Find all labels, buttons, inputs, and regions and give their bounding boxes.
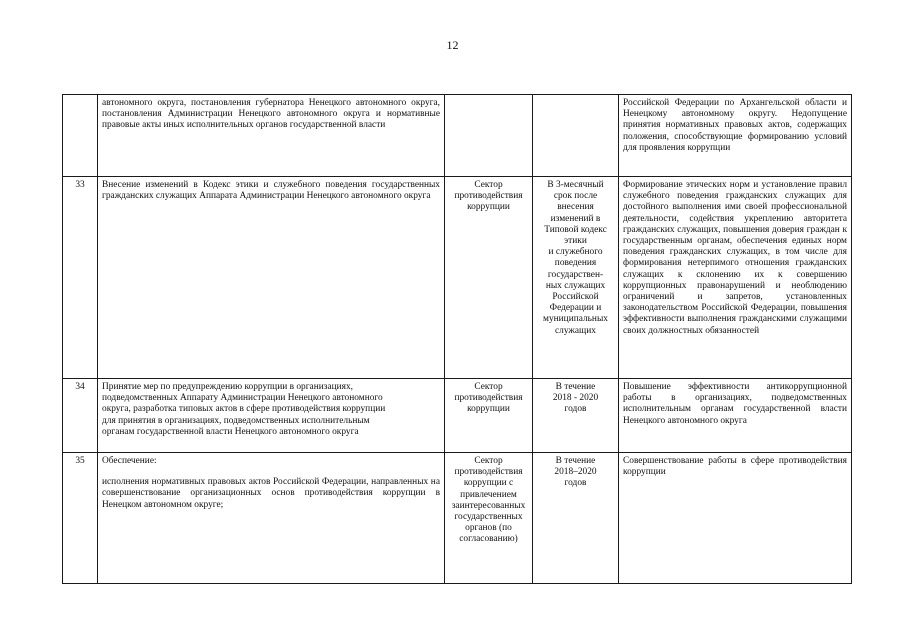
deadline-line: служащих [555,325,596,336]
deadline-line: В течение [555,456,596,466]
result-cell: Повышение эффективности антикоррупционной работы в организациях, подведомственных исполнительным органам государственной власти Ненецкого автономного округа [619,379,852,453]
measure-line: подведомственных Аппарату Администрации Ненецкого автономного [102,393,383,404]
row-number [63,95,98,177]
deadline-line: государствен- [547,269,604,280]
measures-table [62,94,852,584]
deadline-cell [533,379,619,453]
responsible-cell: Сектор противодействия коррупции [445,379,533,453]
measure-line: Принятие мер по предупреждению коррупции в организациях, [102,382,353,392]
result-cell: Российской Федерации по Архангельской области и Ненецкому автономному округу. Недопущение принятия нормативных правовых актов, содержащих положения, способствующие формированию условий для проявления коррупции [619,95,852,177]
deadline-line: 2018–2020 [554,467,597,478]
deadline-line: и служебного [548,247,603,258]
deadline-line: 2018 - 2020 [552,393,599,404]
measure-title: Обеспечение: [102,456,157,466]
responsible-cell [445,95,533,177]
deadline-line: В 3-месячный [547,180,604,190]
measure-cell [98,379,445,453]
deadline-line: Типовой кодекс [544,224,607,235]
result-cell: Формирование этических норм и установление правил служебного поведения гражданских служащих для достойного выполнения ими своей профессиональной деятельности, содействия укреплению авторитета гражданских служащих, повышения доверия граждан к государственным органам, обеспечения единых норм поведения гражданских служащих, в том числе для формирования нетерпимого отношения гражданских служащих к склонению их к совершению коррупционных правонарушений и необлюдению ограничений и запретов, установленных законодательством Российской Федерации, повышения эффективности выполнения гражданскими служащими своих должностных обязанностей [619,177,852,379]
deadline-line: В течение [555,382,596,392]
result-cell: Совершенствование работы в сфере противодействия коррупции [619,453,852,584]
deadline-cell [533,177,619,379]
measure-line: для принятия в организациях, подведомственных исполнительным [102,415,370,426]
measure-line: органам государственной власти Ненецкого автономного округа [102,426,359,437]
row-number: 34 [63,379,98,453]
deadline-line: Российской [552,292,599,303]
deadline-line: изменений в [550,213,601,224]
deadline-line: Федерации и [549,303,602,314]
table-row [63,453,852,584]
row-number: 33 [63,177,98,379]
table-row [63,379,852,453]
measure-subitem: исполнения нормативных правовых актов Российской Федерации, направленных на совершенствование организационных основ противодействия коррупции в Ненецком автономном округе; [102,477,440,510]
measure-line: округа, разработка типовых актов в сфере противодействия коррупции [102,404,386,415]
deadline-line: поведения [554,258,597,269]
row-number: 35 [63,453,98,584]
measure-cell: Внесение изменений в Кодекс этики и служебного поведения государственных гражданских служащих Аппарата Администрации Ненецкого автономного округа [98,177,445,379]
responsible-cell: Сектор противодействия коррупции [445,177,533,379]
table-row [63,95,852,177]
deadline-line: срок после [553,191,598,202]
page-number: 12 [446,38,459,52]
deadline-line: годов [564,478,587,489]
measure-cell: автономного округа, постановления губернатора Ненецкого автономного округа, постановления Администрации Ненецкого автономного округа и нормативные правовые акты иных исполнительных органов государственной власти [98,95,445,177]
deadline-line: муниципальных [543,314,608,325]
deadline-line: годов [564,404,587,415]
deadline-line: внесения [557,202,594,213]
deadline-cell [533,453,619,584]
deadline-cell [533,95,619,177]
deadline-line: этики [564,236,587,247]
measure-cell [98,453,445,584]
responsible-cell: Сектор противодействия коррупции с привлечением заинтересованных государственных органов (по согласованию) [445,453,533,584]
deadline-line: ных служащих [545,280,606,291]
table-row [63,177,852,379]
